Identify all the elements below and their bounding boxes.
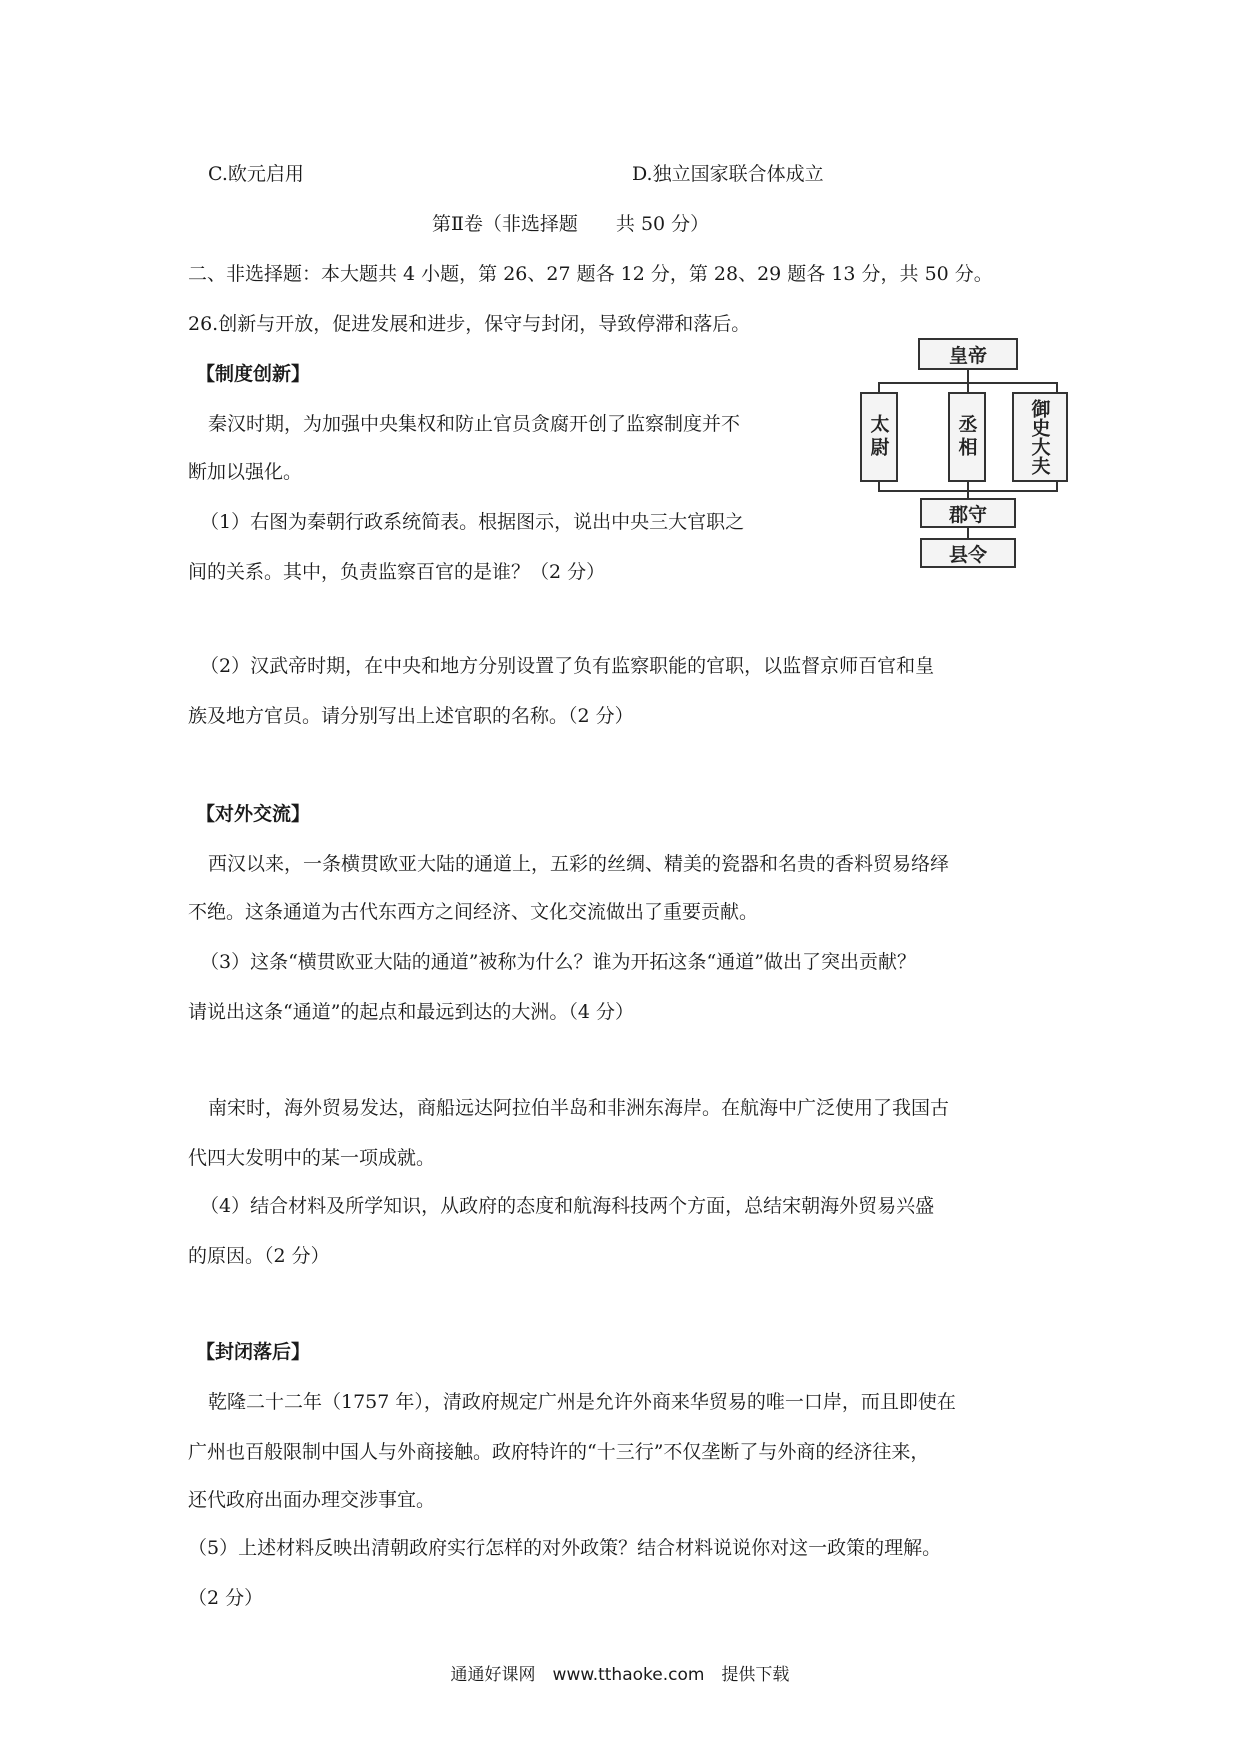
question-3-line-1: （3）这条“横贯欧亚大陆的通道”被称为什么？谁为开拓这条“通道”做出了突出贡献？ [200, 951, 916, 973]
material-1-line-1: 秦汉时期，为加强中央集权和防止官员贪腐开创了监察制度并不 [208, 413, 741, 435]
connector [878, 382, 880, 392]
connector [967, 382, 969, 392]
option-d: D.独立国家联合体成立 [632, 163, 824, 185]
material-2-line-2: 不绝。这条通道为古代东西方之间经济、文化交流做出了重要贡献。 [188, 901, 759, 923]
page-footer: 通通好课网 www.tthaoke.com 提供下载 [450, 1665, 790, 1685]
connector [967, 528, 969, 538]
box-junshou: 郡守 [920, 498, 1016, 528]
q26-intro: 26.创新与开放，促进发展和进步，保守与封闭，导致停滞和落后。 [188, 313, 751, 335]
material-4-line-2: 广州也百般限制中国人与外商接触。政府特许的“十三行”不仅垄断了与外商的经济往来， [188, 1441, 930, 1463]
connector [1056, 382, 1058, 392]
box-yushi-dafu: 御史大夫 [1012, 392, 1068, 482]
question-2-line-2: 族及地方官员。请分别写出上述官职的名称。（2 分） [188, 705, 634, 727]
material-2-line-1: 西汉以来，一条横贯欧亚大陆的通道上，五彩的丝绸、精美的瓷器和名贵的香料贸易络绎 [208, 853, 950, 875]
question-1-line-2: 间的关系。其中，负责监察百官的是谁？（2 分） [188, 561, 606, 583]
connector [967, 370, 969, 382]
question-4-line-1: （4）结合材料及所学知识，从政府的态度和航海科技两个方面，总结宋朝海外贸易兴盛 [200, 1195, 935, 1217]
question-3-line-2: 请说出这条“通道”的起点和最远到达的大洲。（4 分） [188, 1001, 635, 1023]
box-chengxiang: 丞相 [948, 392, 986, 482]
question-4-line-2: 的原因。（2 分） [188, 1245, 330, 1267]
heading-institution-innovation: 【制度创新】 [196, 363, 311, 385]
option-c: C.欧元启用 [208, 163, 304, 185]
question-5-line-2: （2 分） [188, 1587, 264, 1609]
heading-closed-backward: 【封闭落后】 [196, 1341, 311, 1363]
question-1-line-1: （1）右图为秦朝行政系统简表。根据图示，说出中央三大官职之 [200, 511, 745, 533]
box-taiwei: 太尉 [860, 392, 898, 482]
part2-title: 第Ⅱ卷（非选择题 共 50 分） [432, 213, 710, 235]
section-intro: 二、非选择题：本大题共 4 小题，第 26、27 题各 12 分，第 28、29 题各 13 分，共 50 分。 [188, 263, 993, 285]
box-xianling: 县令 [920, 538, 1016, 568]
material-3-line-2: 代四大发明中的某一项成就。 [188, 1147, 436, 1169]
material-4-line-1: 乾隆二十二年（1757 年），清政府规定广州是允许外商来华贸易的唯一口岸，而且即使在 [208, 1391, 956, 1413]
material-4-line-3: 还代政府出面办理交涉事宜。 [188, 1489, 436, 1511]
qin-admin-diagram [858, 330, 1068, 570]
box-emperor: 皇帝 [918, 338, 1018, 370]
material-3-line-1: 南宋时，海外贸易发达，商船远达阿拉伯半岛和非洲东海岸。在航海中广泛使用了我国古 [208, 1097, 950, 1119]
question-2-line-1: （2）汉武帝时期，在中央和地方分别设置了负有监察职能的官职，以监督京师百官和皇 [200, 655, 935, 677]
heading-foreign-exchange: 【对外交流】 [196, 803, 311, 825]
question-5-line-1: （5）上述材料反映出清朝政府实行怎样的对外政策？结合材料说说你对这一政策的理解。 [188, 1537, 942, 1559]
material-1-line-2: 断加以强化。 [188, 461, 303, 483]
connector [967, 482, 969, 498]
